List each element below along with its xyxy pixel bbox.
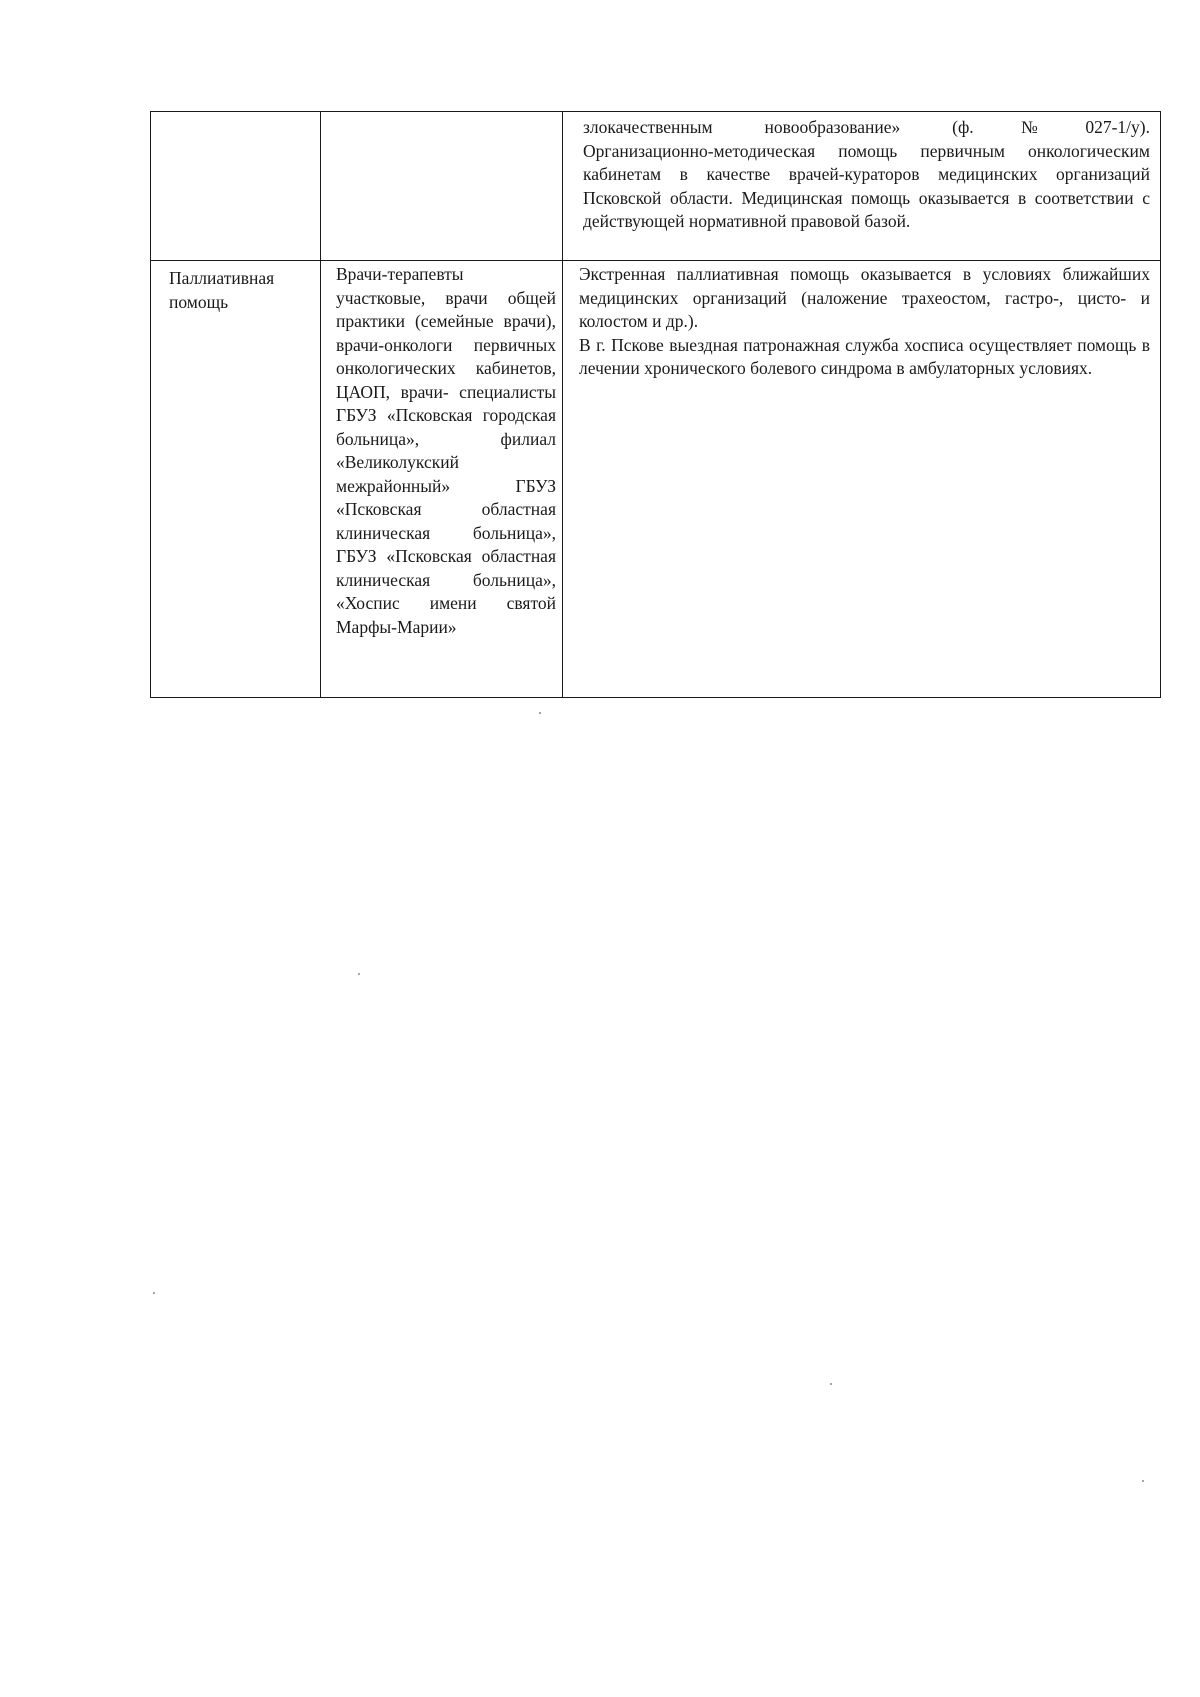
table-row: [151, 261, 1161, 698]
table-cell-providers: [321, 261, 563, 698]
description-paragraph: Экстренная паллиативная помощь оказывается в условиях ближайших медицинских организаций (наложение трахеостом, гастро-, цисто- и колостом и др.).: [579, 264, 1150, 331]
table-cell-type: [151, 112, 321, 261]
table-cell-description: [563, 261, 1161, 698]
description-line: злокачественным новообразование» (ф.№027-1/у).: [583, 117, 1150, 137]
table-cell-providers: [321, 112, 563, 261]
table-row: [151, 112, 1161, 261]
table-cell-type: [151, 261, 321, 698]
cell-content: [563, 112, 1160, 236]
scan-speck: [830, 1383, 832, 1385]
cell-content: [563, 261, 1160, 381]
providers-text: Врачи-терапевты участковые, врачи общей практики (семейные врачи), врачи-онкологи первичных онкологических кабинетов, ЦАОП, врачи- специалисты ГБУЗ «Псковская городская больница», филиал «Великолукский межрайонный» ГБУЗ «Псковская областная клиническая больница», ГБУЗ «Псковская областная клиническая больница», «Хоспис имени святой Марфы-Марии»: [336, 264, 556, 637]
scan-speck: [539, 712, 541, 714]
services-table: [150, 111, 1161, 698]
care-type-label: Паллиативная помощь: [169, 268, 275, 312]
scan-speck: [153, 1292, 155, 1294]
table-cell-description: [563, 112, 1161, 261]
description-paragraph: Организационно-методическая помощь первичным онкологическим кабинетам в качестве врачей-кураторов медицинских организаций Псковской области. Медицинская помощь оказывается в соответствии с действующей нормативной правовой базой.: [583, 140, 1150, 231]
scan-speck: [358, 973, 360, 975]
scan-speck: [1142, 1480, 1144, 1482]
description-paragraph: В г. Пскове выездная патронажная служба хосписа осуществляет помощь в лечении хронического болевого синдрома в амбулаторных условиях.: [579, 334, 1150, 378]
